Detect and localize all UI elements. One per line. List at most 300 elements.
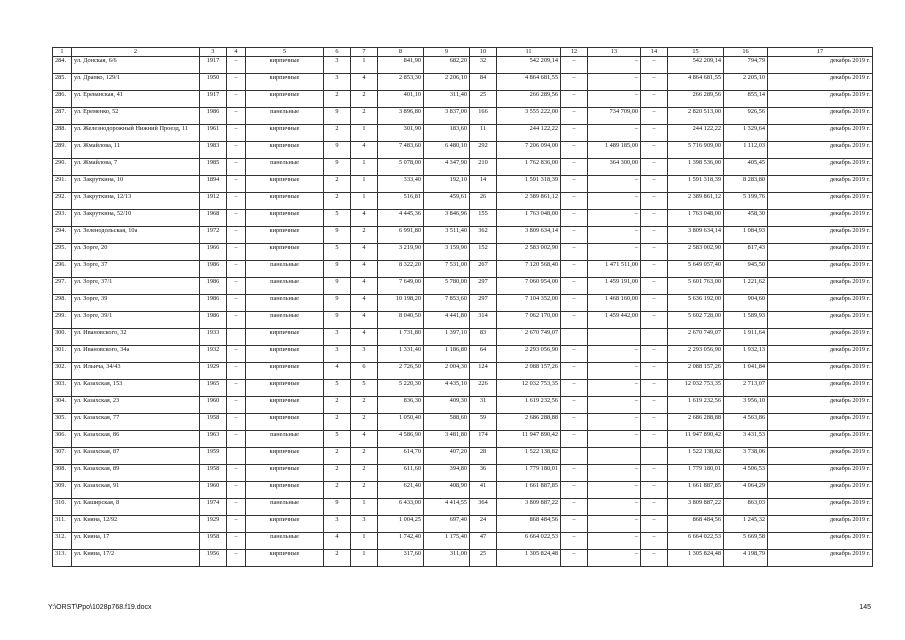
living-area-cell: 7 531,00 xyxy=(424,261,470,278)
remaining-cost-cell: 3 809 887,22 xyxy=(668,499,724,516)
total-area-cell: 4 586,90 xyxy=(378,431,424,448)
address-cell: ул. Закруткина, 12/13 xyxy=(72,193,200,210)
col-12-cell: – xyxy=(561,465,588,482)
column-number-16: 16 xyxy=(724,48,768,57)
table-row xyxy=(53,176,873,193)
col-14-cell: – xyxy=(641,380,668,397)
year-built-cell: 1958 xyxy=(200,533,227,550)
total-area-cell: 6 433,00 xyxy=(378,499,424,516)
address-cell: ул. Казахская, 153 xyxy=(72,380,200,397)
address-cell: ул. Ильича, 34/43 xyxy=(72,363,200,380)
row-number-cell: 287. xyxy=(53,108,72,125)
col-14-cell: – xyxy=(641,346,668,363)
floors-cell: 9 xyxy=(324,108,351,125)
row-number-cell: 298. xyxy=(53,295,72,312)
address-cell: ул. Донская, 6/6 xyxy=(72,57,200,74)
cost-per-sqm-cell: 3 738,06 xyxy=(724,448,768,465)
table-row xyxy=(53,465,873,482)
col-13-cell: – xyxy=(588,176,641,193)
cost-per-sqm-cell: 1 911,64 xyxy=(724,329,768,346)
column-number-8: 8 xyxy=(378,48,424,57)
completion-term-cell: декабрь 2019 г. xyxy=(768,448,873,465)
remaining-cost-cell: 1 661 887,85 xyxy=(668,482,724,499)
living-area-cell: 409,30 xyxy=(424,397,470,414)
residents-cell: 24 xyxy=(470,516,497,533)
wall-material-cell: кирпичные xyxy=(246,142,324,159)
total-cost-cell: 1 591 318,39 xyxy=(497,176,561,193)
completion-term-cell: декабрь 2019 г. xyxy=(768,125,873,142)
cost-per-sqm-cell: 3 956,10 xyxy=(724,397,768,414)
entrances-cell: 1 xyxy=(351,159,378,176)
col-13-cell: 1 489 185,00 xyxy=(588,142,641,159)
remaining-cost-cell: 244 122,22 xyxy=(668,125,724,142)
table-row xyxy=(53,193,873,210)
total-cost-cell: 12 032 753,35 xyxy=(497,380,561,397)
cost-per-sqm-cell: 1 221,62 xyxy=(724,278,768,295)
floors-cell: 5 xyxy=(324,380,351,397)
col-14-cell: – xyxy=(641,499,668,516)
completion-term-cell: декабрь 2019 г. xyxy=(768,414,873,431)
wall-material-cell: панельные xyxy=(246,261,324,278)
col-14-cell: – xyxy=(641,482,668,499)
completion-term-cell: декабрь 2019 г. xyxy=(768,397,873,414)
cost-per-sqm-cell: 817,43 xyxy=(724,244,768,261)
floors-cell: 2 xyxy=(324,550,351,567)
col-12-cell: – xyxy=(561,91,588,108)
address-cell: ул. Жмайлова, 7 xyxy=(72,159,200,176)
row-number-cell: 301. xyxy=(53,346,72,363)
address-cell: ул. Кияна, 17 xyxy=(72,533,200,550)
col-4-cell: – xyxy=(227,193,246,210)
residents-cell: 226 xyxy=(470,380,497,397)
col-12-cell: – xyxy=(561,244,588,261)
living-area-cell: 4 441,80 xyxy=(424,312,470,329)
row-number-cell: 285. xyxy=(53,74,72,91)
completion-term-cell: декабрь 2019 г. xyxy=(768,142,873,159)
cost-per-sqm-cell: 4 198,79 xyxy=(724,550,768,567)
cost-per-sqm-cell: 1 112,03 xyxy=(724,142,768,159)
total-area-cell: 614,70 xyxy=(378,448,424,465)
col-4-cell: – xyxy=(227,227,246,244)
row-number-cell: 303. xyxy=(53,380,72,397)
entrances-cell: 1 xyxy=(351,57,378,74)
address-cell: ул. Закруткина, 52/10 xyxy=(72,210,200,227)
col-12-cell: – xyxy=(561,550,588,567)
col-14-cell: – xyxy=(641,516,668,533)
col-4-cell: – xyxy=(227,261,246,278)
entrances-cell: 4 xyxy=(351,142,378,159)
remaining-cost-cell: 2 293 056,90 xyxy=(668,346,724,363)
remaining-cost-cell: 5 602 728,00 xyxy=(668,312,724,329)
col-14-cell: – xyxy=(641,227,668,244)
col-12-cell xyxy=(561,329,588,346)
remaining-cost-cell: 2 670 749,07 xyxy=(668,329,724,346)
row-number-cell: 284. xyxy=(53,57,72,74)
wall-material-cell: панельные xyxy=(246,499,324,516)
table-row xyxy=(53,533,873,550)
year-built-cell: 1950 xyxy=(200,74,227,91)
wall-material-cell: кирпичные xyxy=(246,482,324,499)
floors-cell: 4 xyxy=(324,533,351,550)
residents-cell: 314 xyxy=(470,312,497,329)
year-built-cell: 1968 xyxy=(200,210,227,227)
col-12-cell: – xyxy=(561,431,588,448)
residents-cell: 210 xyxy=(470,159,497,176)
remaining-cost-cell: 2 088 157,26 xyxy=(668,363,724,380)
total-area-cell: 333,40 xyxy=(378,176,424,193)
address-cell: ул. Казахская, 87 xyxy=(72,448,200,465)
col-13-cell: 734 709,00 xyxy=(588,108,641,125)
col-12-cell: – xyxy=(561,142,588,159)
address-cell: ул. Закруткина, 10 xyxy=(72,176,200,193)
wall-material-cell: кирпичные xyxy=(246,516,324,533)
floors-cell: 2 xyxy=(324,397,351,414)
total-area-cell: 516,81 xyxy=(378,193,424,210)
entrances-cell: 1 xyxy=(351,533,378,550)
year-built-cell: 1965 xyxy=(200,380,227,397)
floors-cell: 3 xyxy=(324,74,351,91)
total-area-cell: 2 726,50 xyxy=(378,363,424,380)
total-cost-cell: 2 088 157,26 xyxy=(497,363,561,380)
col-4-cell: – xyxy=(227,210,246,227)
living-area-cell: 6 480,10 xyxy=(424,142,470,159)
year-built-cell: 1986 xyxy=(200,312,227,329)
table-row xyxy=(53,261,873,278)
living-area-cell: 311,00 xyxy=(424,550,470,567)
completion-term-cell: декабрь 2019 г. xyxy=(768,329,873,346)
total-area-cell: 1 004,25 xyxy=(378,516,424,533)
year-built-cell: 1960 xyxy=(200,397,227,414)
col-4-cell: – xyxy=(227,414,246,431)
wall-material-cell: панельные xyxy=(246,159,324,176)
col-14-cell: – xyxy=(641,295,668,312)
cost-per-sqm-cell: 1 589,93 xyxy=(724,312,768,329)
total-area-cell: 3 219,90 xyxy=(378,244,424,261)
address-cell: ул. Жмайлова, 11 xyxy=(72,142,200,159)
total-cost-cell: 2 293 056,90 xyxy=(497,346,561,363)
completion-term-cell: декабрь 2019 г. xyxy=(768,193,873,210)
residents-cell: 26 xyxy=(470,193,497,210)
total-area-cell: 8 322,20 xyxy=(378,261,424,278)
col-13-cell xyxy=(588,329,641,346)
total-cost-cell: 3 809 634,14 xyxy=(497,227,561,244)
living-area-cell: 394,80 xyxy=(424,465,470,482)
remaining-cost-cell: 868 484,56 xyxy=(668,516,724,533)
table-row xyxy=(53,91,873,108)
table-row xyxy=(53,550,873,567)
wall-material-cell: панельные xyxy=(246,533,324,550)
completion-term-cell: декабрь 2019 г. xyxy=(768,244,873,261)
col-13-cell: – xyxy=(588,465,641,482)
col-4-cell: – xyxy=(227,346,246,363)
col-4-cell: – xyxy=(227,125,246,142)
residents-cell: 362 xyxy=(470,227,497,244)
col-13-cell: 1 471 511,00 xyxy=(588,261,641,278)
column-number-17: 17 xyxy=(768,48,873,57)
total-cost-cell: 2 670 749,07 xyxy=(497,329,561,346)
remaining-cost-cell: 2 820 513,00 xyxy=(668,108,724,125)
cost-per-sqm-cell: 3 431,53 xyxy=(724,431,768,448)
cost-per-sqm-cell: 2 713,07 xyxy=(724,380,768,397)
floors-cell: 9 xyxy=(324,227,351,244)
remaining-cost-cell: 1 398 536,00 xyxy=(668,159,724,176)
living-area-cell: 1 186,80 xyxy=(424,346,470,363)
entrances-cell: 4 xyxy=(351,431,378,448)
col-12-cell: – xyxy=(561,159,588,176)
cost-per-sqm-cell: 2 205,10 xyxy=(724,74,768,91)
wall-material-cell: кирпичные xyxy=(246,125,324,142)
floors-cell: 9 xyxy=(324,142,351,159)
completion-term-cell: декабрь 2019 г. xyxy=(768,346,873,363)
total-cost-cell: 7 104 352,00 xyxy=(497,295,561,312)
column-number-14: 14 xyxy=(641,48,668,57)
row-number-cell: 308. xyxy=(53,465,72,482)
total-area-cell: 621,40 xyxy=(378,482,424,499)
completion-term-cell: декабрь 2019 г. xyxy=(768,210,873,227)
col-13-cell: – xyxy=(588,533,641,550)
entrances-cell: 6 xyxy=(351,363,378,380)
remaining-cost-cell: 1 305 824,48 xyxy=(668,550,724,567)
living-area-cell: 3 159,90 xyxy=(424,244,470,261)
col-4-cell: – xyxy=(227,482,246,499)
cost-per-sqm-cell: 1 329,64 xyxy=(724,125,768,142)
total-cost-cell: 6 664 022,53 xyxy=(497,533,561,550)
floors-cell: 5 xyxy=(324,244,351,261)
total-cost-cell: 3 555 222,00 xyxy=(497,108,561,125)
address-cell: ул. Казахская, 91 xyxy=(72,482,200,499)
wall-material-cell: панельные xyxy=(246,278,324,295)
column-number-1: 1 xyxy=(53,48,72,57)
col-14-cell: – xyxy=(641,312,668,329)
col-12-cell: – xyxy=(561,516,588,533)
wall-material-cell: кирпичные xyxy=(246,57,324,74)
cost-per-sqm-cell: 863,03 xyxy=(724,499,768,516)
wall-material-cell: кирпичные xyxy=(246,550,324,567)
wall-material-cell: кирпичные xyxy=(246,74,324,91)
entrances-cell: 2 xyxy=(351,414,378,431)
column-number-13: 13 xyxy=(588,48,641,57)
floors-cell: 3 xyxy=(324,57,351,74)
wall-material-cell: панельные xyxy=(246,108,324,125)
col-14-cell: – xyxy=(641,465,668,482)
residents-cell: 174 xyxy=(470,431,497,448)
col-13-cell: – xyxy=(588,414,641,431)
col-4-cell: – xyxy=(227,465,246,482)
year-built-cell: 1986 xyxy=(200,261,227,278)
residents-cell: 28 xyxy=(470,448,497,465)
total-area-cell: 301,90 xyxy=(378,125,424,142)
total-cost-cell: 7 060 954,00 xyxy=(497,278,561,295)
entrances-cell: 4 xyxy=(351,210,378,227)
total-area-cell: 8 040,50 xyxy=(378,312,424,329)
table-row xyxy=(53,482,873,499)
remaining-cost-cell: 1 591 318,39 xyxy=(668,176,724,193)
cost-per-sqm-cell: 926,56 xyxy=(724,108,768,125)
cost-per-sqm-cell: 904,60 xyxy=(724,295,768,312)
col-14-cell: – xyxy=(641,125,668,142)
column-number-5: 5 xyxy=(246,48,324,57)
completion-term-cell: декабрь 2019 г. xyxy=(768,533,873,550)
residents-cell: 155 xyxy=(470,210,497,227)
col-12-cell: – xyxy=(561,346,588,363)
col-14-cell: – xyxy=(641,397,668,414)
completion-term-cell: декабрь 2019 г. xyxy=(768,482,873,499)
total-cost-cell: 7 120 568,40 xyxy=(497,261,561,278)
floors-cell: 2 xyxy=(324,414,351,431)
year-built-cell: 1932 xyxy=(200,346,227,363)
col-12-cell: – xyxy=(561,57,588,74)
wall-material-cell: панельные xyxy=(246,312,324,329)
row-number-cell: 295. xyxy=(53,244,72,261)
residents-cell: 364 xyxy=(470,499,497,516)
floors-cell: 2 xyxy=(324,176,351,193)
entrances-cell: 3 xyxy=(351,346,378,363)
row-number-cell: 310. xyxy=(53,499,72,516)
completion-term-cell: декабрь 2019 г. xyxy=(768,380,873,397)
remaining-cost-cell: 1 619 232,56 xyxy=(668,397,724,414)
remaining-cost-cell: 3 809 634,14 xyxy=(668,227,724,244)
entrances-cell: 5 xyxy=(351,380,378,397)
cost-per-sqm-cell: 5 669,58 xyxy=(724,533,768,550)
col-14-cell: – xyxy=(641,414,668,431)
table-row xyxy=(53,295,873,312)
col-12-cell: – xyxy=(561,499,588,516)
col-13-cell: – xyxy=(588,380,641,397)
table-row xyxy=(53,278,873,295)
floors-cell: 9 xyxy=(324,159,351,176)
col-14-cell: – xyxy=(641,142,668,159)
cost-per-sqm-cell: 5 199,76 xyxy=(724,193,768,210)
year-built-cell: 1986 xyxy=(200,278,227,295)
row-number-cell: 313. xyxy=(53,550,72,567)
col-4-cell xyxy=(227,329,246,346)
column-number-7: 7 xyxy=(351,48,378,57)
total-area-cell: 6 991,80 xyxy=(378,227,424,244)
col-13-cell: – xyxy=(588,125,641,142)
col-13-cell: – xyxy=(588,91,641,108)
wall-material-cell: кирпичные xyxy=(246,227,324,244)
column-number-10: 10 xyxy=(470,48,497,57)
column-number-15: 15 xyxy=(668,48,724,57)
living-area-cell: 697,40 xyxy=(424,516,470,533)
address-cell: ул. Еременко, 52 xyxy=(72,108,200,125)
remaining-cost-cell: 266 289,56 xyxy=(668,91,724,108)
total-cost-cell: 3 809 887,22 xyxy=(497,499,561,516)
row-number-cell: 312. xyxy=(53,533,72,550)
wall-material-cell: панельные xyxy=(246,431,324,448)
entrances-cell: 2 xyxy=(351,108,378,125)
completion-term-cell: декабрь 2019 г. xyxy=(768,295,873,312)
living-area-cell: 4 347,90 xyxy=(424,159,470,176)
floors-cell: 2 xyxy=(324,465,351,482)
col-14-cell: – xyxy=(641,74,668,91)
total-area-cell: 1 731,80 xyxy=(378,329,424,346)
remaining-cost-cell: 1 763 048,00 xyxy=(668,210,724,227)
col-14-cell: – xyxy=(641,244,668,261)
year-built-cell: 1956 xyxy=(200,550,227,567)
col-13-cell: – xyxy=(588,482,641,499)
column-number-9: 9 xyxy=(424,48,470,57)
col-13-cell: – xyxy=(588,431,641,448)
residents-cell: 25 xyxy=(470,550,497,567)
residents-cell: 11 xyxy=(470,125,497,142)
table-row xyxy=(53,499,873,516)
remaining-cost-cell: 4 864 681,55 xyxy=(668,74,724,91)
living-area-cell: 183,60 xyxy=(424,125,470,142)
total-cost-cell: 7 206 094,00 xyxy=(497,142,561,159)
entrances-cell: 4 xyxy=(351,244,378,261)
living-area-cell: 459,61 xyxy=(424,193,470,210)
col-13-cell: – xyxy=(588,193,641,210)
living-area-cell: 2 206,10 xyxy=(424,74,470,91)
year-built-cell: 1929 xyxy=(200,516,227,533)
entrances-cell: 4 xyxy=(351,295,378,312)
col-12-cell: – xyxy=(561,380,588,397)
total-cost-cell: 1 779 180,01 xyxy=(497,465,561,482)
total-area-cell: 611,60 xyxy=(378,465,424,482)
year-built-cell: 1917 xyxy=(200,91,227,108)
address-cell: ул. Зорге, 20 xyxy=(72,244,200,261)
year-built-cell: 1917 xyxy=(200,57,227,74)
completion-term-cell: декабрь 2019 г. xyxy=(768,550,873,567)
row-number-cell: 292. xyxy=(53,193,72,210)
row-number-cell: 302. xyxy=(53,363,72,380)
col-4-cell: – xyxy=(227,431,246,448)
col-4-cell: – xyxy=(227,499,246,516)
col-4-cell: – xyxy=(227,176,246,193)
col-4-cell: – xyxy=(227,278,246,295)
completion-term-cell: декабрь 2019 г. xyxy=(768,363,873,380)
total-area-cell: 401,10 xyxy=(378,91,424,108)
remaining-cost-cell: 11 947 890,42 xyxy=(668,431,724,448)
residents-cell: 32 xyxy=(470,57,497,74)
cost-per-sqm-cell: 8 283,80 xyxy=(724,176,768,193)
residents-cell: 14 xyxy=(470,176,497,193)
col-4-cell: – xyxy=(227,397,246,414)
col-12-cell: – xyxy=(561,227,588,244)
col-13-cell: – xyxy=(588,346,641,363)
remaining-cost-cell: 6 664 022,53 xyxy=(668,533,724,550)
col-14-cell: – xyxy=(641,210,668,227)
completion-term-cell: декабрь 2019 г. xyxy=(768,312,873,329)
floors-cell: 5 xyxy=(324,431,351,448)
completion-term-cell: декабрь 2019 г. xyxy=(768,465,873,482)
col-14-cell: – xyxy=(641,108,668,125)
table-row xyxy=(53,346,873,363)
col-4-cell: – xyxy=(227,91,246,108)
completion-term-cell: декабрь 2019 г. xyxy=(768,516,873,533)
cost-per-sqm-cell: 1 245,32 xyxy=(724,516,768,533)
year-built-cell: 1974 xyxy=(200,499,227,516)
remaining-cost-cell: 5 636 192,00 xyxy=(668,295,724,312)
residents-cell: 59 xyxy=(470,414,497,431)
col-4-cell: – xyxy=(227,295,246,312)
living-area-cell: 1 175,40 xyxy=(424,533,470,550)
total-area-cell: 5 078,00 xyxy=(378,159,424,176)
living-area-cell: 407,20 xyxy=(424,448,470,465)
col-12-cell: – xyxy=(561,363,588,380)
row-number-cell: 305. xyxy=(53,414,72,431)
entrances-cell: 2 xyxy=(351,91,378,108)
col-4-cell: – xyxy=(227,74,246,91)
table-row xyxy=(53,329,873,346)
cost-per-sqm-cell: 1 084,93 xyxy=(724,227,768,244)
total-area-cell: 5 220,30 xyxy=(378,380,424,397)
remaining-cost-cell: 1 522 138,82 xyxy=(668,448,724,465)
row-number-cell: 309. xyxy=(53,482,72,499)
entrances-cell: 4 xyxy=(351,261,378,278)
col-14-cell: – xyxy=(641,431,668,448)
